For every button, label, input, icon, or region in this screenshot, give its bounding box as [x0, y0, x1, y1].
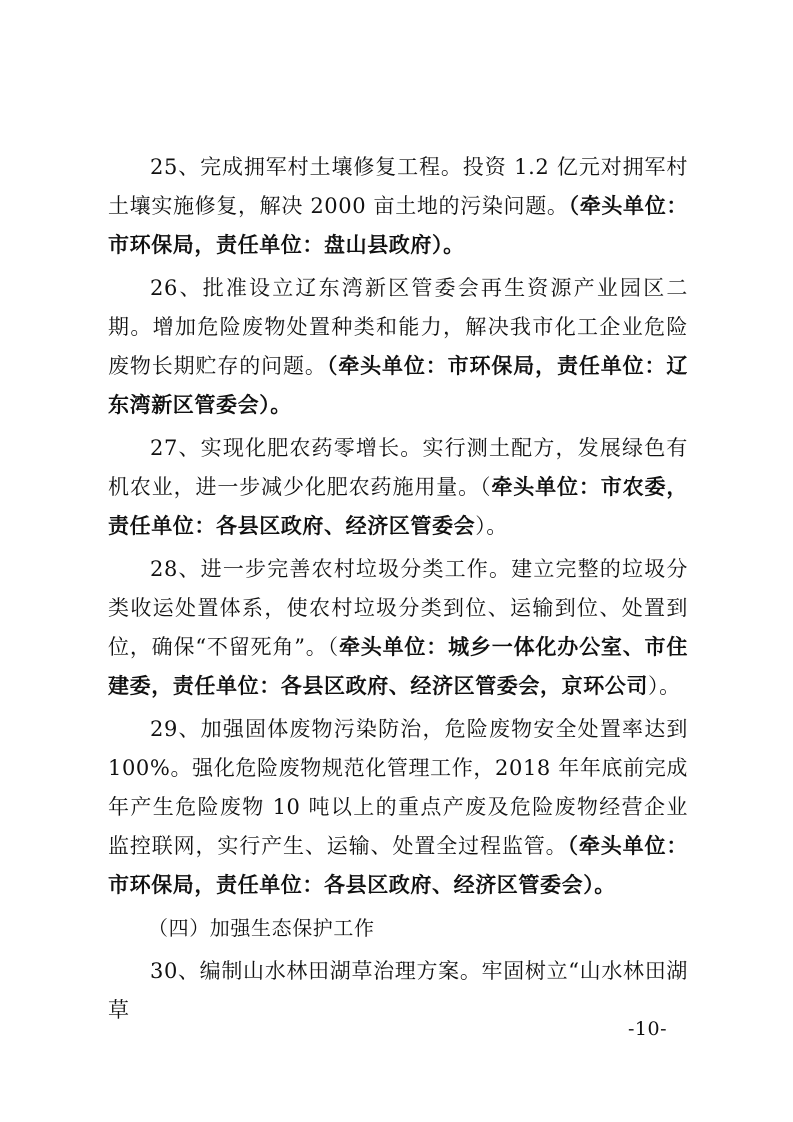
paragraph-tail: ）。: [475, 514, 508, 538]
paragraph-text: 27、实现化肥农药零增长。实行测土配方，发展绿色有机农业，进一步减少化肥农药施用量。（: [108, 436, 688, 499]
paragraph-item-26: [108, 269, 688, 425]
responsible-units: （牵头单位：市环保局，责任单位：各县区政府、经济区管委会）。: [108, 834, 688, 897]
paragraph-item-25: [108, 148, 688, 265]
section-heading: （四）加强生态保护工作: [148, 916, 375, 940]
paragraph-item-30: 30、编制山水林田湖草治理方案。牢固树立“山水林田湖草: [108, 959, 688, 1022]
document-body: [108, 148, 688, 1030]
paragraph-text: 29、加强固体废物污染防治，危险废物安全处置率达到100%。强化危险废物规范化管理工作，2018 年年底前完成年产生危险废物 10 吨以上的重点产废及危险废物经营企业监控联网，实行产生、运输、处置全过程监管。: [108, 717, 688, 858]
paragraph-tail: ）。: [648, 674, 681, 698]
paragraph-text: 28、进一步完善农村垃圾分类工作。建立完整的垃圾分类收运处置体系，使农村垃圾分类到位、运输到位、处置到位，确保“不留死角”。（: [108, 557, 688, 659]
responsible-units: （牵头单位：市环保局，责任单位：盘山县政府）。: [108, 194, 688, 257]
paragraph-text: 26、批准设立辽东湾新区管委会再生资源产业园区二期。增加危险废物处置种类和能力，解决我市化工企业危险废物长期贮存的问题。: [108, 276, 688, 378]
paragraph-item-28: [108, 550, 688, 706]
responsible-units: （牵头单位：市环保局，责任单位：辽东湾新区管委会）。: [108, 354, 689, 417]
page-number: -10-: [628, 1018, 668, 1040]
responsible-units: 牵头单位：市农委，责任单位：各县区政府、经济区管委会: [108, 475, 688, 538]
responsible-units: 牵头单位：城乡一体化办公室、市住建委，责任单位：各县区政府、经济区管委会，京环公司: [108, 635, 688, 698]
paragraph-text: 25、完成拥军村土壤修复工程。投资 1.2 亿元对拥军村土壤实施修复，解决 2000 亩土地的污染问题。: [108, 155, 688, 218]
paragraph-item-27: [108, 429, 688, 546]
paragraph-item-29: [108, 710, 688, 905]
